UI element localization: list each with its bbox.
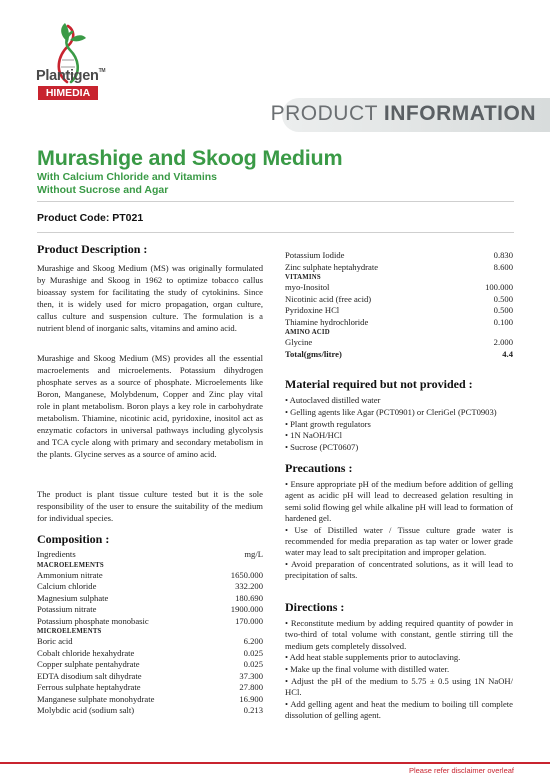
composition-table-right bbox=[285, 250, 513, 360]
ingredient-value: 8.600 bbox=[493, 261, 513, 272]
precautions-heading: Precautions : bbox=[285, 461, 353, 475]
materials-list bbox=[285, 395, 513, 454]
composition-row bbox=[37, 648, 263, 660]
composition-row bbox=[285, 305, 513, 317]
directions-heading: Directions : bbox=[285, 600, 345, 614]
material-item: • Gelling agents like Agar (PCT0901) or CleriGel (PCT0903) bbox=[285, 406, 497, 417]
composition-row bbox=[37, 636, 263, 648]
ingredient-name: Potassium Iodide bbox=[285, 250, 345, 260]
ingredient-value: 0.025 bbox=[243, 659, 263, 669]
ingredients-header: Ingredients bbox=[37, 549, 76, 559]
ingredient-name: Manganese sulphate monohydrate bbox=[37, 693, 155, 704]
composition-row bbox=[285, 337, 513, 349]
material-item: • Autoclaved distilled water bbox=[285, 395, 381, 405]
description-heading: Product Description : bbox=[37, 242, 148, 256]
composition-total-row bbox=[285, 349, 513, 361]
ingredient-value: 1650.000 bbox=[230, 569, 263, 580]
direction-item: • Reconstitute medium by adding required quantity of powder in two-third of total volume with constant, gentle stirring till the medium gets completely dissolved. bbox=[285, 618, 513, 651]
ingredient-value: 4.4 bbox=[502, 348, 513, 359]
ingredient-name: Potassium phosphate monobasic bbox=[37, 615, 149, 626]
materials-heading: Material required but not provided : bbox=[285, 377, 473, 391]
ingredient-value: 2.000 bbox=[493, 337, 513, 347]
composition-row bbox=[37, 604, 263, 616]
composition-row bbox=[37, 659, 263, 671]
composition-row bbox=[285, 262, 513, 274]
ingredient-name: Nicotinic acid (free acid) bbox=[285, 293, 372, 304]
composition-section-label bbox=[285, 328, 513, 337]
ingredient-name: Boric acid bbox=[37, 636, 73, 646]
ingredient-name: Thiamine hydrochloride bbox=[285, 316, 369, 327]
precaution-item: • Use of Distilled water / Tissue culture grade water is recommended for media preparation as tap water or lower grade water may lead to salt precipitation and improper gelation. bbox=[285, 524, 513, 558]
composition-header-row bbox=[37, 549, 263, 561]
ingredient-value: 37.300 bbox=[239, 670, 263, 681]
ingredient-name: Ferrous sulphate heptahydrate bbox=[37, 682, 141, 692]
direction-item: • Make up the final volume with distilled water. bbox=[285, 664, 450, 675]
ingredient-name: Ammonium nitrate bbox=[37, 569, 103, 580]
disclaimer-note: Please refer disclaimer overleaf bbox=[408, 766, 514, 775]
ingredient-name: Copper sulphate pentahydrate bbox=[37, 659, 140, 669]
composition-row bbox=[37, 682, 263, 694]
composition-heading: Composition : bbox=[37, 532, 110, 546]
ingredient-value: 0.830 bbox=[493, 250, 513, 260]
ingredient-name: Calcium chloride bbox=[37, 581, 97, 591]
brand-name: Plantigen™ bbox=[36, 68, 106, 84]
composition-row bbox=[37, 616, 263, 628]
ingredient-value: 6.200 bbox=[243, 636, 263, 646]
composition-row bbox=[37, 694, 263, 706]
ingredient-name: Cobalt chloride hexahydrate bbox=[37, 647, 135, 658]
ingredient-value: 0.500 bbox=[493, 293, 513, 304]
ingredient-value: 16.900 bbox=[239, 693, 263, 704]
ingredient-name: EDTA disodium salt dihydrate bbox=[37, 670, 142, 681]
directions-list bbox=[285, 618, 513, 722]
direction-item: • Add heat stable supplements prior to autoclaving. bbox=[285, 652, 461, 663]
description-paragraph-2: Murashige and Skoog Medium (MS) provides all the essential macroelements and microelements. Potassium dihydrogen phosphate serves as a source of phosphate. Microelements like Boron, Manganese, Molybdenum, Copper and Zinc play vital role in plant metabolism. Boron plays a key role in carbohydrate metabolism. Thiamine, nicotinic acid, pyridoxine, inositol act as enzymatic cofactors in universal pathways including glycolysis and TCA cycle along with primary and secondary metabolism in the plants. Glycine serves as a source of amino acid. bbox=[37, 353, 263, 459]
ingredient-value: 180.690 bbox=[235, 592, 263, 603]
ingredient-value: 0.500 bbox=[493, 305, 513, 315]
ingredient-name: Zinc sulphate heptahydrate bbox=[285, 261, 379, 272]
material-item: • Plant growth regulators bbox=[285, 418, 371, 429]
ingredient-value: 0.025 bbox=[243, 647, 263, 658]
composition-section-label bbox=[37, 561, 263, 570]
ingredient-value: 100.000 bbox=[485, 282, 513, 292]
ingredient-name: Pyridoxine HCl bbox=[285, 305, 340, 315]
section-label: MACROELEMENTS bbox=[37, 561, 104, 569]
precautions-list bbox=[285, 479, 513, 582]
divider bbox=[37, 201, 514, 202]
ingredient-name: Glycine bbox=[285, 337, 313, 347]
subtitle-line-2: Without Sucrose and Agar bbox=[37, 184, 169, 196]
banner-text: PRODUCT INFORMATION bbox=[270, 102, 536, 125]
direction-item: • Adjust the pH of the medium to 5.75 ± 0.5 using 1N NaOH/ HCl. bbox=[285, 675, 513, 698]
subtitle-line-1: With Calcium Chloride and Vitamins bbox=[37, 171, 217, 183]
direction-item: • Add gelling agent and heat the medium to boiling till complete dissolution of gelling agent. bbox=[285, 699, 513, 721]
section-label: VITAMINS bbox=[285, 274, 321, 281]
composition-table-left bbox=[37, 549, 263, 717]
unit-header: mg/L bbox=[244, 549, 263, 559]
composition-row bbox=[285, 317, 513, 329]
ingredient-name: Potassium nitrate bbox=[37, 604, 97, 614]
ingredient-name: Total(gms/litre) bbox=[285, 348, 342, 359]
ingredient-value: 170.000 bbox=[235, 615, 263, 626]
page-title: Murashige and Skoog Medium bbox=[37, 146, 343, 170]
footer-rule bbox=[0, 762, 550, 764]
precaution-item: • Ensure appropriate pH of the medium before addition of gelling agent as acidic pH will lead to decreased gelation resulting in semi solid flowing gel while alkaline pH will lead to formation of hardened gel. bbox=[285, 479, 513, 523]
composition-row bbox=[285, 282, 513, 294]
ingredient-value: 0.213 bbox=[243, 705, 263, 715]
composition-row bbox=[285, 294, 513, 306]
ingredient-value: 1900.000 bbox=[230, 604, 263, 614]
ingredient-name: Molybdic acid (sodium salt) bbox=[37, 705, 135, 715]
composition-row bbox=[37, 593, 263, 605]
ingredient-name: myo-Inositol bbox=[285, 282, 330, 292]
ingredient-value: 332.200 bbox=[235, 581, 263, 591]
composition-row bbox=[37, 705, 263, 717]
description-paragraph-3: The product is plant tissue culture tested but it is the sole responsibility of the user to ensure the suitability of the medium for individual species. bbox=[37, 489, 263, 523]
ingredient-value: 0.100 bbox=[493, 316, 513, 327]
composition-row bbox=[37, 581, 263, 593]
material-item: • 1N NaOH/HCl bbox=[285, 430, 342, 441]
section-label: AMINO ACID bbox=[285, 329, 330, 336]
composition-row bbox=[37, 671, 263, 683]
ingredient-name: Magnesium sulphate bbox=[37, 592, 109, 603]
composition-section-label bbox=[37, 627, 263, 636]
product-code: Product Code: PT021 bbox=[37, 212, 144, 224]
description-paragraph-1: Murashige and Skoog Medium (MS) was originally formulated by Murashige and Skoog in 1962 to optimize tobacco callus bioassay system for facilitating the study of cytokinins. Since then, it is widely used for micro propagation, organ culture, callus culture and suspension culture. The formulation is a nutrient blend of inorganic salts, vitamins and amino acid. bbox=[37, 263, 263, 333]
precaution-item: • Avoid preparation of concentrated solutions, as it will lead to precipitation of salts. bbox=[285, 559, 513, 581]
material-item: • Sucrose (PCT0607) bbox=[285, 442, 359, 453]
section-label: MICROELEMENTS bbox=[37, 628, 102, 635]
composition-row bbox=[37, 570, 263, 582]
composition-section-label bbox=[285, 273, 513, 282]
himedia-badge: HIMEDIA bbox=[38, 86, 98, 100]
composition-row bbox=[285, 250, 513, 262]
ingredient-value: 27.800 bbox=[239, 682, 263, 692]
divider bbox=[37, 232, 514, 233]
